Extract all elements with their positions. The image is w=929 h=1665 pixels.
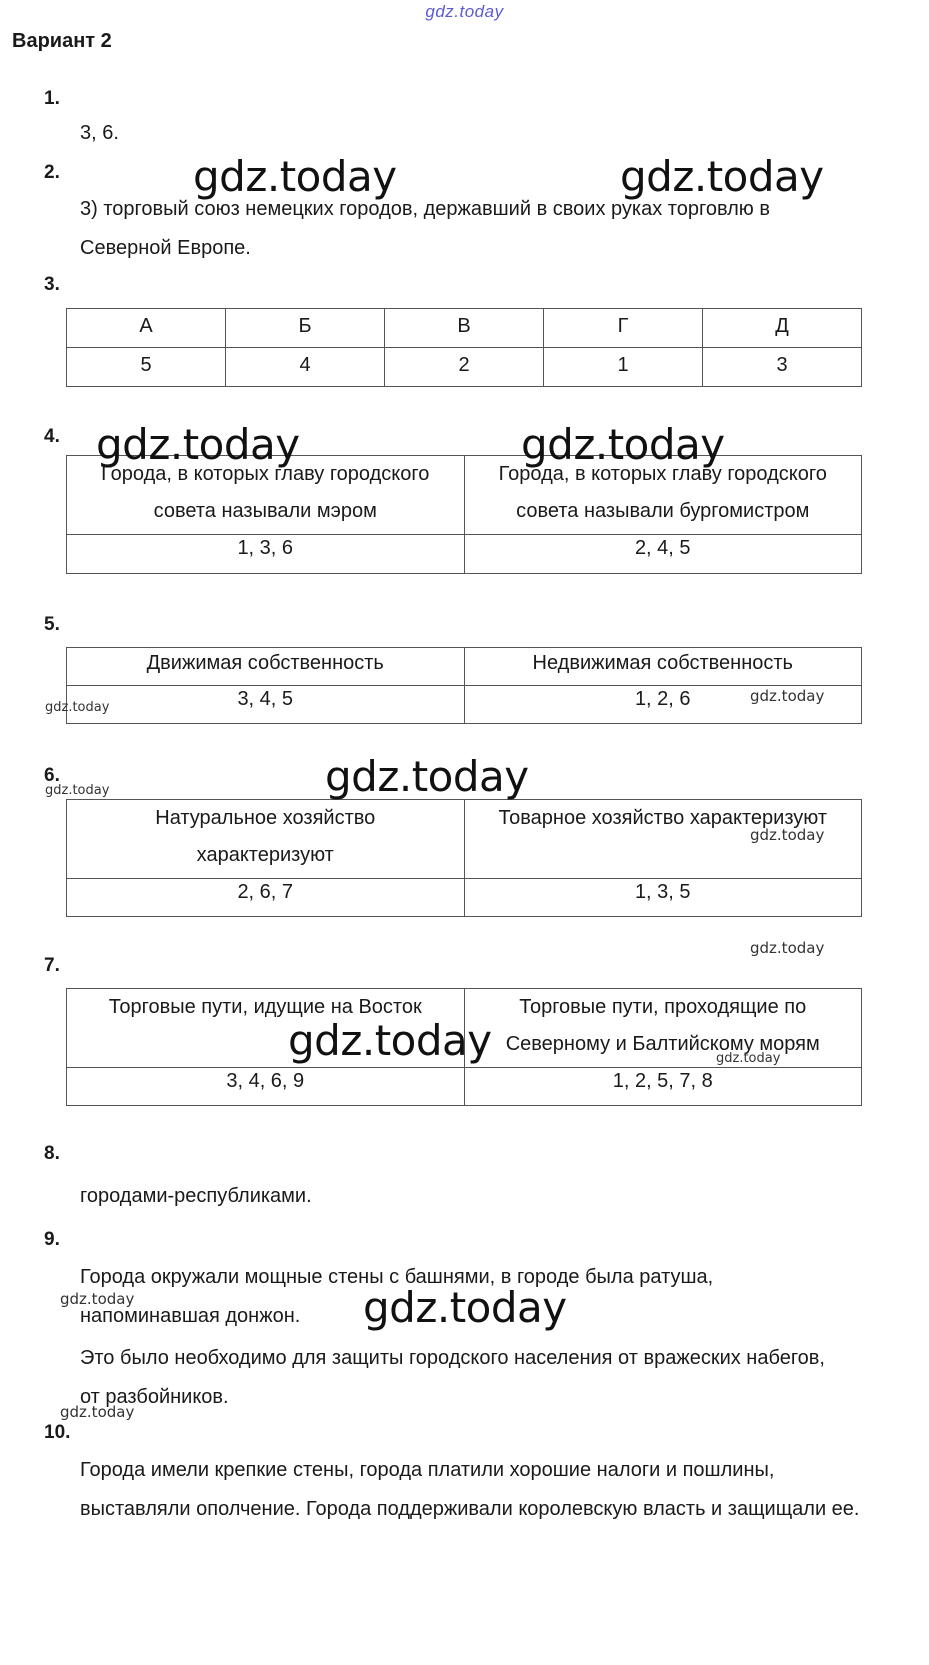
- table-header-row: [67, 309, 862, 348]
- table-cell: Б: [226, 309, 385, 348]
- watermark: gdz.today: [60, 1403, 135, 1421]
- table-cell: [67, 800, 465, 879]
- watermark: gdz.today: [60, 1290, 135, 1308]
- watermark: gdz.today: [521, 420, 725, 469]
- table-header-row: [67, 648, 862, 686]
- table-cell: Недвижимая собственность: [464, 648, 862, 686]
- table-cell: 3, 4, 5: [67, 686, 465, 724]
- watermark: gdz.today: [750, 687, 825, 705]
- table-cell-text: Торговые пути, проходящие по Северному и Балтийскому морям: [505, 996, 820, 1055]
- table-cell: Д: [703, 309, 862, 348]
- watermark: gdz.today: [45, 700, 110, 715]
- answer-9-paragraph-2: Это было необходимо для защиты городского населения от вражеских набегов, от разбойников.: [80, 1347, 825, 1408]
- answer-8: городами-республиками.: [80, 1185, 312, 1207]
- table-cell: 5: [67, 348, 226, 387]
- watermark: gdz.today: [325, 752, 529, 801]
- watermark: gdz.today: [45, 783, 110, 798]
- table-cell: Города, в которых главу городского совета называли мэром: [67, 456, 465, 535]
- table-cell: 4: [226, 348, 385, 387]
- answer-2: 3) торговый союз немецких городов, державший в своих руках торговлю в Северной Европе.: [80, 198, 770, 259]
- table-cell: А: [67, 309, 226, 348]
- table-cell: Торговые пути, идущие на Восток: [67, 989, 465, 1068]
- table-cell: 1, 3, 5: [464, 879, 862, 917]
- question-number-10: 10.: [44, 1422, 71, 1443]
- question-number-4: 4.: [44, 426, 60, 447]
- table-row: [67, 535, 862, 574]
- table-cell: Товарное хозяйство характеризуют: [464, 800, 862, 879]
- table-cell: Движимая собственность: [67, 648, 465, 686]
- table-cell-text: Натуральное хозяйство характеризуют: [155, 807, 376, 866]
- watermark: gdz.today: [363, 1283, 567, 1332]
- watermark: gdz.today: [193, 152, 397, 201]
- table-cell: [464, 989, 862, 1068]
- watermark: gdz.today: [96, 420, 300, 469]
- watermark: gdz.today: [750, 939, 825, 957]
- watermark: gdz.today: [288, 1016, 492, 1065]
- question-number-8: 8.: [44, 1143, 60, 1164]
- table-cell: 2: [385, 348, 544, 387]
- question-number-9: 9.: [44, 1229, 60, 1250]
- answer-table-6: [66, 799, 862, 917]
- table-cell: 1, 2, 5, 7, 8: [464, 1068, 862, 1106]
- answer-9-paragraph-1: Города окружали мощные стены с башнями, в городе была ратуша, напоминавшая донжон.: [80, 1266, 714, 1327]
- table-row: [67, 686, 862, 724]
- question-number-1: 1.: [44, 88, 60, 109]
- table-cell: В: [385, 309, 544, 348]
- answer-1: 3, 6.: [80, 122, 119, 144]
- table-row: [67, 1068, 862, 1106]
- table-cell: 2, 4, 5: [464, 535, 862, 574]
- table-cell: 1, 3, 6: [67, 535, 465, 574]
- table-cell: 3: [703, 348, 862, 387]
- table-row: [67, 348, 862, 387]
- answer-10: Города имели крепкие стены, города платили хорошие налоги и пошлины, выставляли ополчение. Города поддерживали королевскую власть и защищали ее.: [80, 1459, 860, 1520]
- answer-table-4: [66, 455, 862, 574]
- question-number-7: 7.: [44, 955, 60, 976]
- watermark: gdz.today: [716, 1051, 781, 1066]
- question-number-2: 2.: [44, 162, 60, 183]
- answer-table-3: [66, 308, 862, 387]
- page-title: Вариант 2: [12, 30, 112, 52]
- table-cell: Города, в которых главу городского совета называли бургомистром: [464, 456, 862, 535]
- watermark: gdz.today: [750, 826, 825, 844]
- question-number-6: 6.: [44, 765, 60, 786]
- table-cell: 1, 2, 6: [464, 686, 862, 724]
- answer-table-5: [66, 647, 862, 724]
- table-row: [67, 879, 862, 917]
- table-cell: 2, 6, 7: [67, 879, 465, 917]
- table-header-row: [67, 800, 862, 879]
- question-number-5: 5.: [44, 614, 60, 635]
- watermark-header: gdz.today: [425, 2, 504, 21]
- table-cell: 1: [544, 348, 703, 387]
- table-cell: Г: [544, 309, 703, 348]
- table-cell: 3, 4, 6, 9: [67, 1068, 465, 1106]
- watermark: gdz.today: [620, 152, 824, 201]
- question-number-3: 3.: [44, 274, 60, 295]
